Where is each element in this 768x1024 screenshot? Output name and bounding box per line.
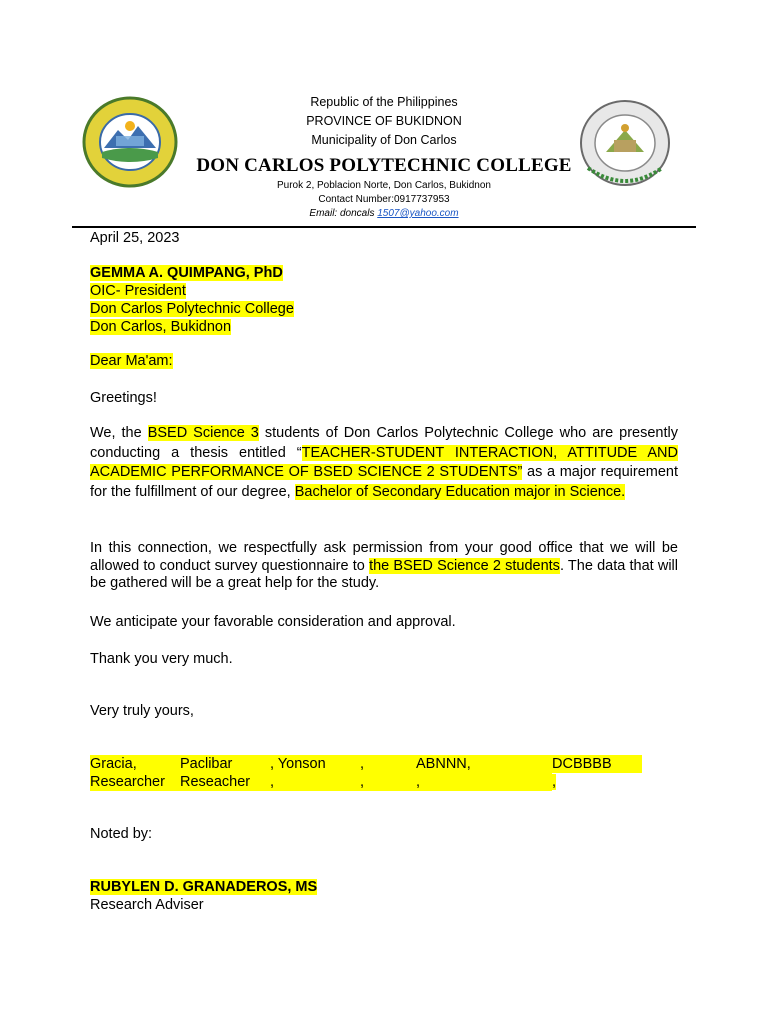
paragraph-permission <box>90 540 678 593</box>
noted-by-label: Noted by: <box>90 826 153 842</box>
header-republic: Republic of the Philippines <box>310 95 458 109</box>
signatory-role: Researcher <box>90 774 165 790</box>
adviser-title: Research Adviser <box>90 897 204 913</box>
p1-text-b: students of Don Carlos Polytechnic College who are presently conducting a thesis entitled “ <box>90 425 678 461</box>
college-seal-logo <box>578 98 672 190</box>
salutation: Dear Ma'am: <box>90 353 173 369</box>
signatory-role: , <box>360 774 365 790</box>
signatory-role: , <box>416 774 421 790</box>
header-address: Purok 2, Poblacion Norte, Don Carlos, Bukidnon <box>276 180 491 191</box>
greeting: Greetings! <box>90 390 157 406</box>
signatories-block <box>90 755 642 791</box>
signatory-name: Paclibar <box>180 756 233 772</box>
p1-highlight-thesis-title: TEACHER-STUDENT INTERACTION, ATTITUDE AND ACADEMIC PERFORMANCE OF BSED SCIENCE 2 STUDENTS” <box>90 444 678 480</box>
header-college-name: DON CARLOS POLYTECHNIC COLLEGE <box>196 155 572 176</box>
signatory-role: , <box>270 774 275 790</box>
signatory-name: DCBBBB <box>552 756 612 772</box>
recipient-org: Don Carlos Polytechnic College <box>90 301 294 317</box>
email-label: Email: doncals <box>309 208 378 219</box>
recipient-name: GEMMA A. QUIMPANG, PhD <box>90 265 283 281</box>
paragraph-request <box>90 424 678 502</box>
p2-text-b: . The data that will be gathered will be a great help for the study. <box>90 557 678 591</box>
header-contact: Contact Number:0917737953 <box>318 194 450 205</box>
municipality-seal-logo <box>82 96 178 188</box>
recipient-block <box>90 264 294 336</box>
signatory-name: , <box>360 756 365 772</box>
signatory-name: , Yonson <box>270 756 326 772</box>
header-divider <box>72 226 696 228</box>
email-link[interactable]: 1507@yahoo.com <box>377 208 459 219</box>
header-email <box>234 208 534 219</box>
paragraph-anticipate: We anticipate your favorable consideration and approval. <box>90 614 456 630</box>
header-province: PROVINCE OF BUKIDNON <box>306 114 462 128</box>
header-municipality: Municipality of Don Carlos <box>311 133 457 147</box>
p2-highlight-students: the BSED Science 2 students <box>369 557 560 574</box>
recipient-place: Don Carlos, Bukidnon <box>90 319 232 335</box>
p2-text-a: In this connection, we respectfully ask permission from your good office that we will be allowed to conduct survey questionnaire to <box>90 540 678 574</box>
p1-text-c: as a major requirement for the fulfillment of our degree, <box>90 464 679 500</box>
adviser-name: RUBYLEN D. GRANADEROS, MS <box>90 879 318 895</box>
signatory-name: Gracia, <box>90 756 137 772</box>
p1-text-a: We, the <box>90 425 148 441</box>
signatory-role: , <box>552 774 557 790</box>
paragraph-thanks: Thank you very much. <box>90 651 233 667</box>
letter-date: April 25, 2023 <box>90 230 180 246</box>
recipient-title: OIC- President <box>90 283 186 299</box>
signatory-role: Reseacher <box>180 774 251 790</box>
signatory-name: ABNNN, <box>416 756 471 772</box>
p1-highlight-degree: Bachelor of Secondary Education major in Science. <box>294 483 626 500</box>
p1-highlight-course: BSED Science 3 <box>147 425 259 441</box>
closing: Very truly yours, <box>90 703 194 719</box>
